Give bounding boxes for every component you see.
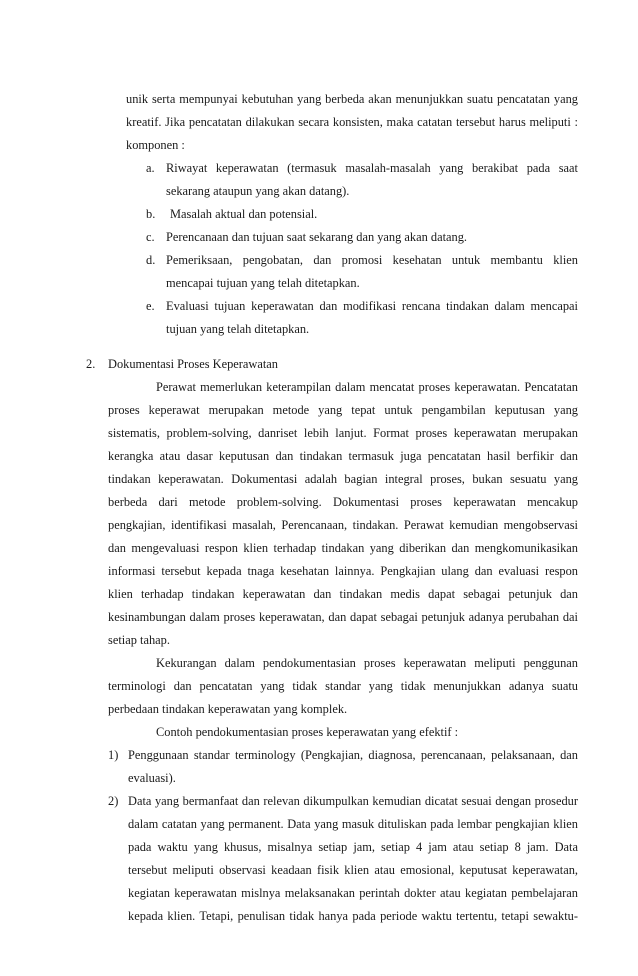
- paragraph-line: proses keperawat merupakan metode yang tepat untuk pengambilan keputusan yang: [108, 403, 578, 417]
- list-label: b.: [146, 207, 156, 221]
- paragraph-line: dan mengevaluasi respon klien terhadap tindakan yang diberikan dan mengkomunikasikan: [108, 541, 578, 555]
- list-item-text: pada waktu yang khusus, misalnya setiap jam, setiap 4 jam atau setiap 8 jam. Data: [128, 840, 578, 854]
- list-item-text: kegiatan keperawatan mislnya melaksanakan perintah dokter atau kegiatan pembelajaran: [128, 886, 578, 900]
- list-item-text: Penggunaan standar terminology (Pengkajian, diagnosa, perencanaan, pelaksanaan, dan: [128, 748, 578, 762]
- list-item-text: mencapai tujuan yang telah ditetapkan.: [166, 276, 360, 290]
- paragraph-line: pengkajian, identifikasi masalah, Perencanaan, tindakan. Perawat kemudian mengobservasi: [108, 518, 578, 532]
- list-item-text: Masalah aktual dan potensial.: [170, 207, 318, 221]
- list-item-text: Riwayat keperawatan (termasuk masalah-masalah yang berakibat pada saat: [166, 161, 578, 175]
- list-label: 1): [108, 748, 119, 762]
- list-item-text: dalam catatan yang permanent. Data yang masuk dituliskan pada lembar pengkajian klien: [128, 817, 578, 831]
- list-item-text: Perencanaan dan tujuan saat sekarang dan yang akan datang.: [166, 230, 468, 244]
- paragraph-line: terminologi dan pencatatan yang tidak standar yang tidak menunjukkan adanya suatu: [108, 679, 578, 693]
- paragraph-line: berbeda dari metode problem-solving. Dokumentasi proses keperawatan mencakup: [108, 495, 578, 509]
- list-item-text: kepada klien. Tetapi, penulisan tidak hanya pada periode waktu tertentu, tetapi sewaktu-: [128, 909, 578, 923]
- paragraph-line: kesinambungan dalam proses keperawatan, dan dapat sebagai petunjuk adanya perubahan dai: [108, 610, 578, 624]
- list-item-text: Pemeriksaan, pengobatan, dan promosi kesehatan untuk membantu klien: [166, 253, 578, 267]
- list-item-text: evaluasi).: [128, 771, 176, 785]
- paragraph-line: Perawat memerlukan keterampilan dalam mencatat proses keperawatan. Pencatatan: [156, 380, 578, 394]
- paragraph-line: tindakan keperawatan. Dokumentasi adalah bagian integral proses, bukan sesuatu yang: [108, 472, 578, 486]
- list-label: 2): [108, 794, 119, 808]
- paragraph-line: informasi tersebut kepada tnaga kesehatan lainnya. Pengkajian ulang dan evaluasi respon: [108, 564, 578, 578]
- paragraph-line: Kekurangan dalam pendokumentasian proses keperawatan meliputi penggunan: [156, 656, 578, 670]
- paragraph-line: kerangka atau dasar keputusan dan tindakan termasuk juga pencatatan hasil berfikir dan: [108, 449, 578, 463]
- list-item-text: Evaluasi tujuan keperawatan dan modifikasi rencana tindakan dalam mencapai: [166, 299, 578, 313]
- paragraph-line: perbedaan tindakan keperawatan yang komplek.: [108, 702, 348, 716]
- list-item-text: Data yang bermanfaat dan relevan dikumpulkan kemudian dicatat sesuai dengan prosedur: [128, 794, 578, 808]
- paragraph-line: Contoh pendokumentasian proses keperawatan yang efektif :: [156, 725, 459, 739]
- list-label: d.: [146, 253, 156, 267]
- paragraph-line: sistematis, problem-solving, danriset lebih lanjut. Format proses keperawatan merupakan: [108, 426, 578, 440]
- list-label: e.: [146, 299, 155, 313]
- list-item-text: tersebut meliputi observasi keadaan fisik klien atau emosional, keputusat keperawatan,: [128, 863, 578, 877]
- paragraph-line: klien terhadap tindakan keperawatan dan tindakan medis dapat sebagai petunjuk dan: [108, 587, 578, 601]
- intro-line: kreatif. Jika pencatatan dilakukan secara konsisten, maka catatan tersebut harus meliputi :: [126, 115, 578, 129]
- section-number: 2.: [86, 357, 96, 371]
- list-item-text: tujuan yang telah ditetapkan.: [166, 322, 310, 336]
- intro-line: komponen :: [126, 138, 185, 152]
- section-title: Dokumentasi Proses Keperawatan: [108, 357, 278, 371]
- list-item-text: sekarang ataupun yang akan datang).: [166, 184, 350, 198]
- intro-line: unik serta mempunyai kebutuhan yang berbeda akan menunjukkan suatu pencatatan yang: [126, 92, 578, 106]
- paragraph-line: setiap tahap.: [108, 633, 170, 647]
- list-label: a.: [146, 161, 155, 175]
- list-label: c.: [146, 230, 155, 244]
